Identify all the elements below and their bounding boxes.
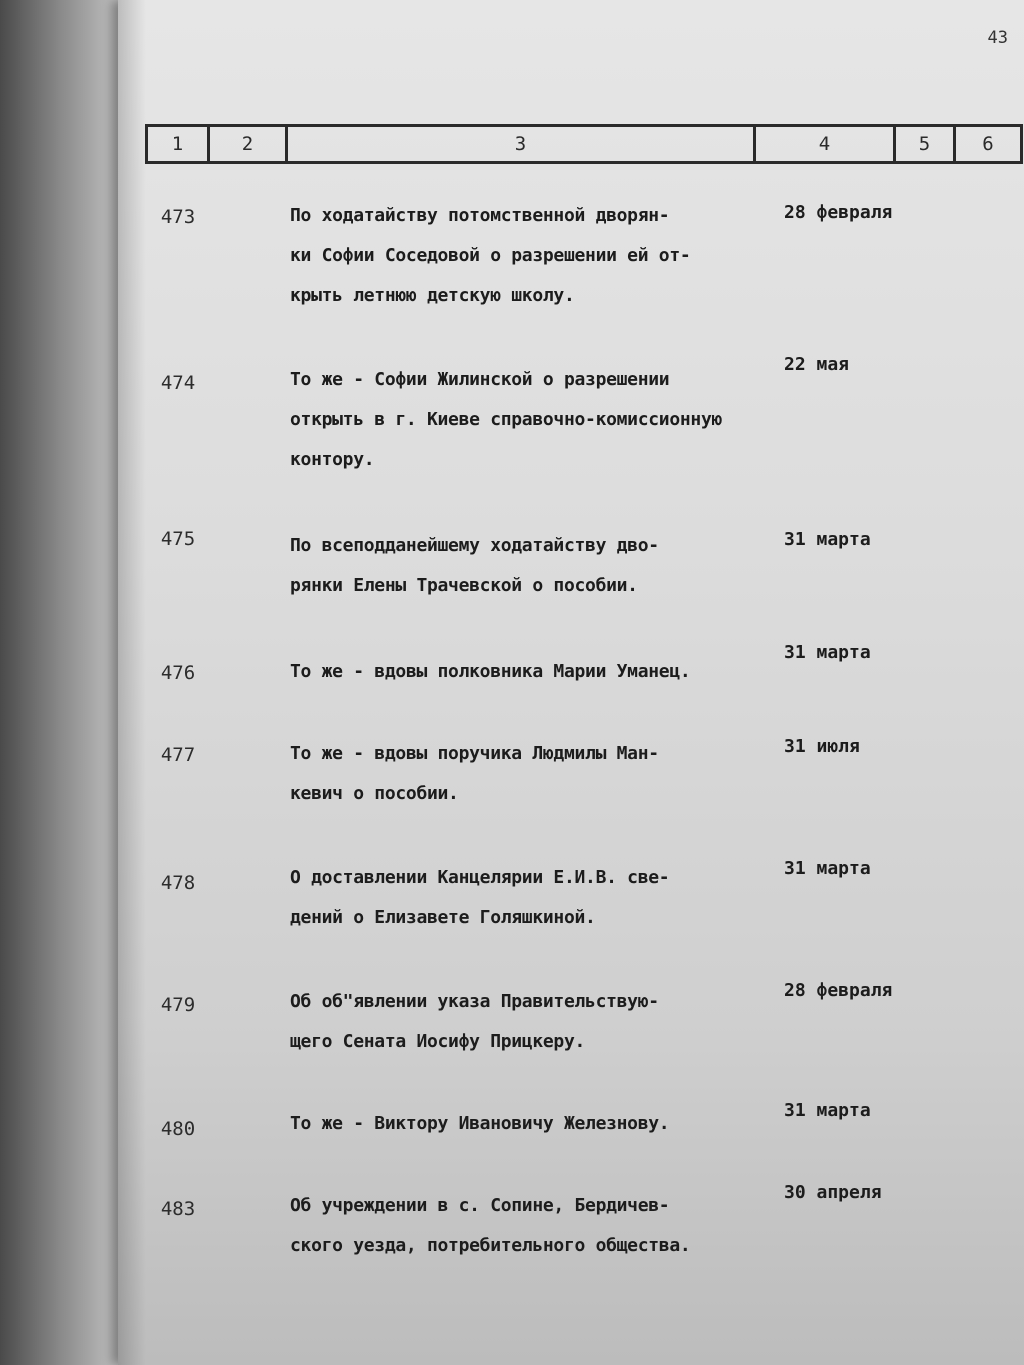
entry-description: То же - вдовы полковника Марии Уманец. xyxy=(290,661,691,682)
entry-date: 28 февраля xyxy=(784,980,893,1001)
entry-number: 476 xyxy=(160,662,196,684)
column-header-4: 4 xyxy=(753,127,893,161)
column-header-1: 1 xyxy=(145,127,207,161)
entry-description: Об об"явлении указа Правительствую- щего Сената Иосифу Прицкеру. xyxy=(290,991,659,1052)
entry-number: 480 xyxy=(160,1118,196,1140)
entry-description: По всеподданейшему ходатайству дво- рянки Елены Трачевской о пособии. xyxy=(290,535,659,596)
entry-date: 31 марта xyxy=(784,858,871,879)
column-header-2: 2 xyxy=(207,127,285,161)
column-header-5: 5 xyxy=(893,127,953,161)
entry-description: Об учреждении в с. Сопине, Бердичев- ского уезда, потребительного общества. xyxy=(290,1195,691,1256)
entry-description: То же - вдовы поручика Людмилы Ман- кевич о пособии. xyxy=(290,743,659,804)
entry-date: 22 мая xyxy=(784,354,850,375)
entry-description: То же - Виктору Ивановичу Железнову. xyxy=(290,1113,670,1134)
entry-number: 477 xyxy=(160,744,196,766)
entry-number: 483 xyxy=(160,1198,196,1220)
binding-edge xyxy=(0,0,135,1365)
entry-number: 478 xyxy=(160,872,196,894)
entry-description: То же - Софии Жилинской о разрешении открыть в г. Киеве справочно-комиссионную контору. xyxy=(290,369,723,470)
column-header-table xyxy=(145,124,1023,164)
entry-date: 31 марта xyxy=(784,642,871,663)
entry-description: О доставлении Канцелярии Е.И.В. све- дений о Елизавете Голяшкиной. xyxy=(290,867,670,928)
column-header-3: 3 xyxy=(285,127,753,161)
entry-number: 473 xyxy=(160,206,196,228)
column-header-6: 6 xyxy=(953,127,1023,161)
entry-date: 31 марта xyxy=(784,529,871,550)
page-edge-shadow xyxy=(118,0,146,1365)
page-number: 43 xyxy=(987,28,1008,48)
entry-date: 31 марта xyxy=(784,1100,871,1121)
entry-description: По ходатайству потомственной дворян- ки Софии Соседовой о разрешении ей от- крыть летнюю детскую школу. xyxy=(290,205,691,306)
entry-number: 474 xyxy=(160,372,196,394)
entry-date: 30 апреля xyxy=(784,1182,882,1203)
entry-number: 475 xyxy=(160,528,196,550)
entry-date: 28 февраля xyxy=(784,202,893,223)
entry-date: 31 июля xyxy=(784,736,860,757)
entry-number: 479 xyxy=(160,994,196,1016)
